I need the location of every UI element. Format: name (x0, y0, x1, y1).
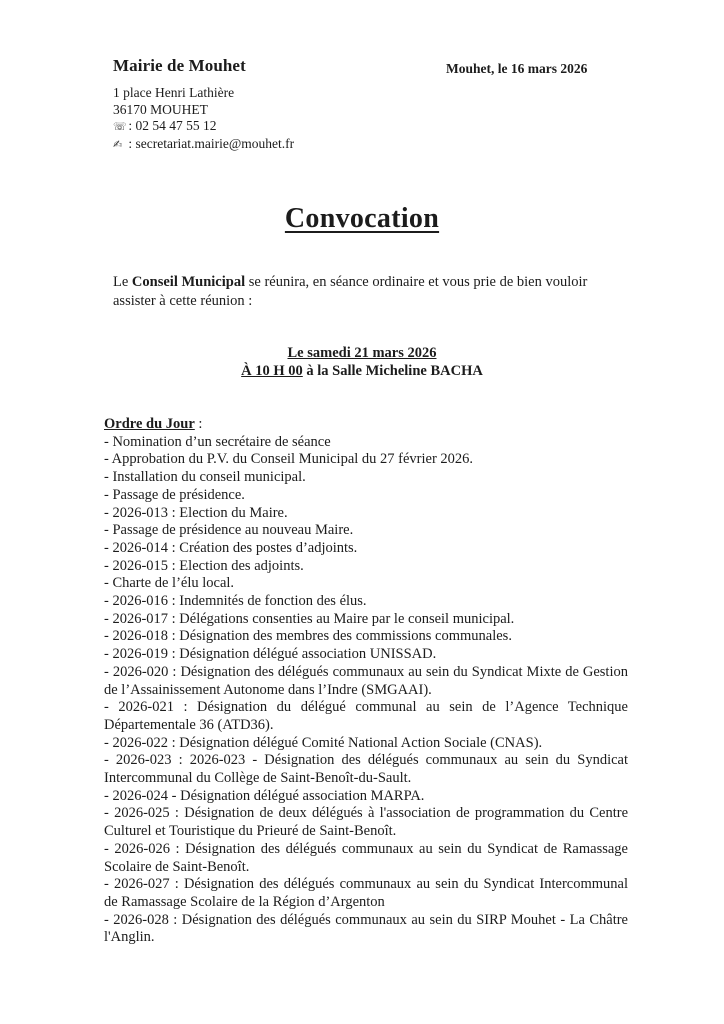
document-title-wrap (0, 203, 724, 235)
agenda-item: - 2026-021 : Désignation du délégué communal au sein de l’Agence Technique Départementale 36 (ATD36). (104, 699, 628, 733)
agenda-item: - 2026-019 : Désignation délégué association UNISSAD. (104, 646, 437, 663)
agenda-title-suffix: : (194, 416, 203, 432)
agenda-item: - 2026-016 : Indemnités de fonction des élus. (104, 593, 367, 610)
meeting-place: à la Salle Micheline BACHA (302, 363, 483, 379)
agenda-item: - 2026-020 : Désignation des délégués communaux au sein du Syndicat Mixte de Gestion de l’Assainissement Autonome dans l’Indre (SMGAAI). (104, 663, 628, 698)
agenda-item: - 2026-014 : Création des postes d’adjoints. (104, 539, 358, 556)
phone-line (113, 118, 294, 136)
agenda-item: - Charte de l’élu local. (104, 575, 235, 592)
agenda-item: - Passage de présidence au nouveau Maire. (104, 522, 354, 539)
agenda-item: - 2026-023 : 2026-023 - Désignation des délégués communaux au sein du Syndicat Intercommunal du Collège de Saint-Benoît-du-Sault. (104, 752, 628, 787)
agenda (104, 416, 628, 947)
date-line: Mouhet, le 16 mars 2026 (446, 61, 588, 76)
meeting-date: Le samedi 21 mars 2026 (287, 345, 437, 361)
address-street: 1 place Henri Lathière (113, 85, 235, 100)
agenda-item: - 2026-025 : Désignation de deux délégués à l'association de programmation du Centre Culturel et Touristique du Prieuré de Saint-Benoît. (104, 805, 628, 840)
intro-paragraph (113, 273, 633, 311)
agenda-item: - Nomination d’un secrétaire de séance (104, 433, 331, 450)
agenda-item: - 2026-013 : Election du Maire. (104, 504, 288, 521)
agenda-list (104, 434, 628, 947)
agenda-item: - 2026-028 : Désignation des délégués communaux au sein du SIRP Mouhet - La Châtre l'Anglin. (104, 911, 628, 946)
intro-prefix: Le (113, 274, 132, 290)
address-city: 36170 MOUHET (113, 101, 208, 117)
agenda-item: - Approbation du P.V. du Conseil Municipal du 27 février 2026. (104, 451, 474, 468)
email-address: : secretariat.mairie@mouhet.fr (128, 135, 295, 151)
agenda-heading (104, 416, 628, 434)
mailbox-icon: ✍ (113, 137, 123, 151)
agenda-item: - 2026-026 : Désignation des délégués communaux au sein du Syndicat de Ramassage Scolaire de Saint-Benoît. (104, 840, 628, 875)
intro-council: Conseil Municipal (131, 274, 246, 290)
intro-suffix: se réunira, en séance ordinaire et vous prie de bien vouloir assister à cette réunion : (113, 274, 588, 309)
document-title: Convocation (284, 203, 440, 234)
agenda-title: Ordre du Jour (104, 416, 195, 432)
agenda-item: - 2026-024 - Désignation délégué association MARPA. (104, 787, 425, 804)
agenda-item: - 2026-017 : Délégations consenties au Maire par le conseil municipal. (104, 610, 515, 627)
sender-name: Mairie de Mouhet (113, 56, 246, 75)
agenda-item: - Installation du conseil municipal. (104, 469, 306, 486)
agenda-item: - Passage de présidence. (104, 486, 245, 503)
meeting-time: À 10 H 00 (241, 363, 303, 379)
agenda-item: - 2026-015 : Election des adjoints. (104, 557, 304, 574)
agenda-item: - 2026-027 : Désignation des délégués communaux au sein du Syndicat Intercommunal de Ramassage Scolaire de la Région d’Argenton (104, 876, 628, 910)
sender-address (113, 85, 294, 153)
agenda-item: - 2026-018 : Désignation des membres des commissions communales. (104, 628, 512, 645)
meeting-details (0, 344, 724, 380)
agenda-item: - 2026-022 : Désignation délégué Comité National Action Sociale (CNAS). (104, 734, 543, 751)
telephone-icon: ☏ (113, 120, 127, 133)
phone-number: : 02 54 47 55 12 (128, 118, 217, 133)
email-line (113, 136, 294, 154)
